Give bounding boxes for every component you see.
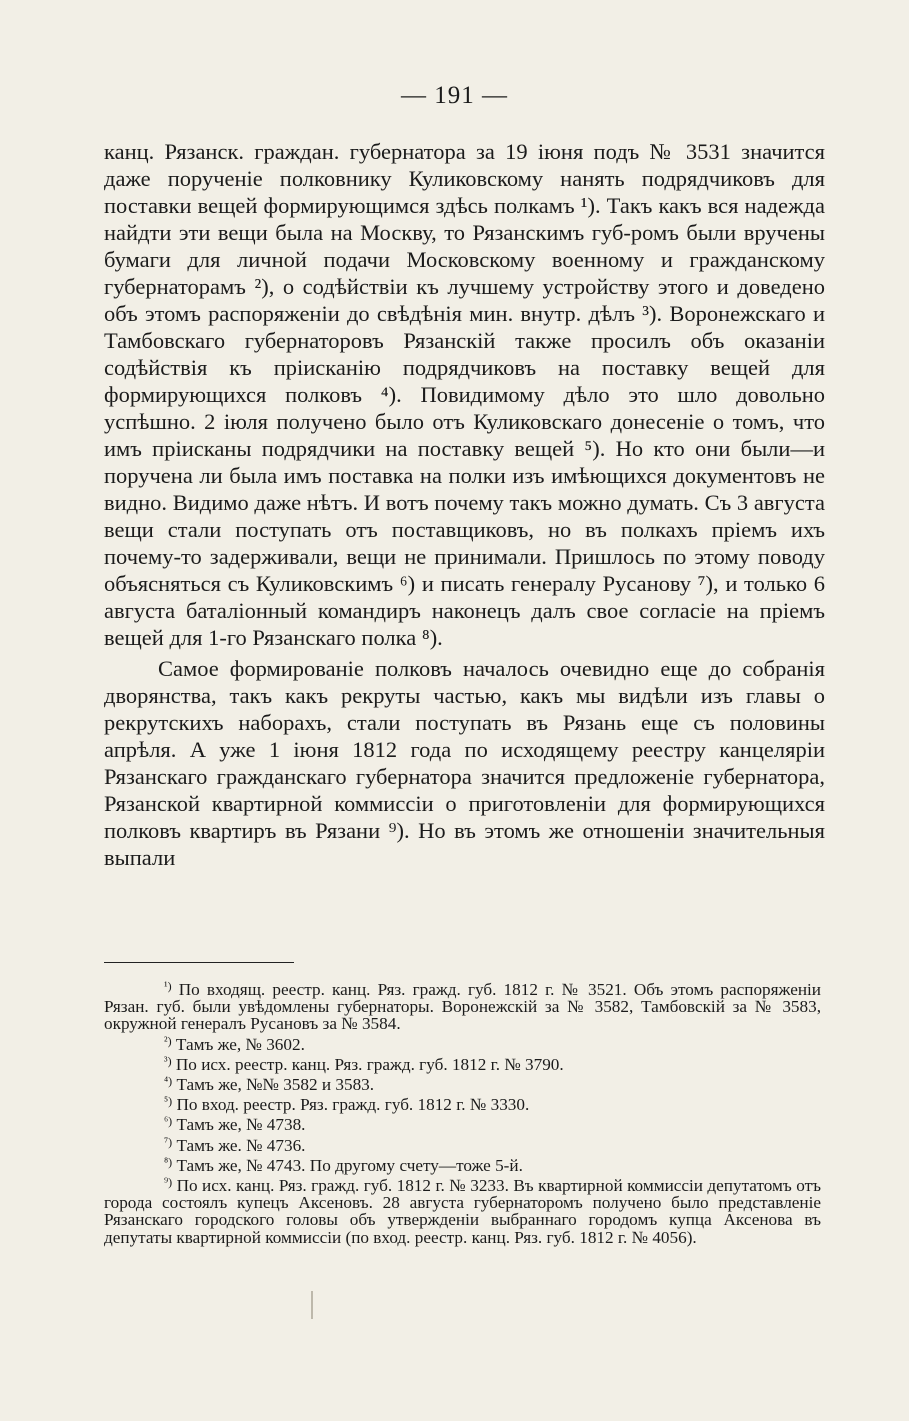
footnote-4	[104, 1073, 821, 1093]
footnote-1-text: По входящ. реестр. канц. Ряз. гражд. губ. 1812 г. № 3521. Объ этомъ распоряженіи Рязан. губ. были увѣдомлены губернаторы. Воронежскій за № 3582, Тамбовскій за № 3583, окружной генералъ Русановъ за № 3584.	[104, 980, 822, 1034]
paragraph-1: канц. Рязанск. граждан. губернатора за 19 іюня подъ № 3531 значится даже порученіе полковнику Куликовскому нанять подрядчиковъ для поставки вещей формирующимся здѣсь полкамъ ¹). Такъ какъ вся надежда найдти эти вещи была на Москву, то Рязанскимъ губ-ромъ были вручены бумаги для личной подачи Московскому военному и гражданскому губернаторамъ ²), о содѣйствіи къ лучшему устройству этого и доведено объ этомъ распоряженіи до свѣдѣнія мин. внутр. дѣлъ ³). Воронежскаго и Тамбовскаго губернаторовъ Рязанскій также просилъ объ оказаніи содѣйствія къ пріисканію подрядчиковъ на поставку вещей для формирующихся полковъ ⁴). Повидимому дѣло это шло довольно успѣшно. 2 іюля получено было отъ Куликовскаго донесеніе о томъ, что имъ пріисканы подрядчики на поставку вещей ⁵). Но кто они были—и поручена ли была имъ поставка на полки изъ имѣющихся документовъ не видно. Видимо даже нѣтъ. И вотъ почему такъ можно думать. Съ 3 августа вещи стали поступать отъ поставщиковъ, но въ полкахъ пріемъ ихъ почему-то задерживали, вещи не принимали. Пришлось по этому поводу объясняться съ Куликовскимъ ⁶) и писать генералу Русанову ⁷), и только 6 августа баталіонный командиръ наконецъ далъ свое согласіе на пріемъ вещей для 1-го Рязанскаго полка ⁸).	[104, 139, 825, 650]
footnote-1-mark: ¹)	[164, 979, 172, 993]
footnote-6-text: Тамъ же, № 4738.	[176, 1115, 306, 1135]
main-text	[104, 138, 825, 871]
footnote-5-text: По вход. реестр. Ряз. гражд. губ. 1812 г. № 3330.	[176, 1095, 530, 1115]
footnote-7-text: Тамъ же. № 4736.	[176, 1135, 306, 1155]
footnote-3-text: По исх. реестр. канц. Ряз. гражд. губ. 1812 г. № 3790.	[175, 1054, 564, 1074]
footnote-6	[104, 1113, 821, 1133]
footnote-5	[104, 1093, 821, 1113]
footnote-8-mark: ⁸)	[164, 1154, 173, 1169]
footnote-9	[104, 1174, 821, 1246]
paragraph-2: Самое формированіе полковъ началось очевидно еще до собранія дворянства, такъ какъ рекруты частью, какъ мы видѣли изъ главы о рекрутскихъ наборахъ, стали поступать въ Рязань еще съ половины апрѣля. А уже 1 іюня 1812 года по исходящему реестру канцеляріи Рязанскаго гражданскаго губернатора значится предложеніе губернатора, Рязанской квартирной коммиссіи о приготовленіи для формирующихся полковъ квартиръ въ Рязани ⁹). Но въ этомъ же отношеніи значительныя выпали	[104, 656, 825, 870]
footnote-2	[104, 1033, 821, 1053]
footnote-9-text: По исх. канц. Ряз. гражд. губ. 1812 г. № 3233. Въ квартирной коммиссіи депутатомъ отъ города состоялъ купецъ Аксеновъ. 28 августа губернаторомъ получено было представленіе Рязанскаго городского головы объ утвержденіи выбраннаго городомъ купца Аксенова въ депутаты квартирной коммиссіи (по вход. реестр. канц. Ряз. губ. 1812 г. № 4056).	[104, 1176, 821, 1247]
footnote-5-mark: ⁵)	[164, 1094, 173, 1109]
footnotes	[104, 978, 821, 1246]
footnote-9-mark: ⁹)	[164, 1175, 173, 1190]
footnote-separator	[104, 962, 294, 963]
footnote-2-mark: ²)	[164, 1033, 172, 1048]
footnote-3	[104, 1053, 821, 1073]
footnote-3-mark: ³)	[164, 1053, 172, 1068]
print-speck	[311, 1291, 313, 1319]
footnote-4-mark: ⁴)	[164, 1074, 173, 1089]
page-number: — 191 —	[401, 82, 508, 109]
footnote-8	[104, 1154, 821, 1174]
footnote-2-text: Тамъ же, № 3602.	[175, 1034, 305, 1054]
footnote-7-mark: ⁷)	[164, 1134, 173, 1149]
footnote-8-text: Тамъ же, № 4743. По другому счету—тоже 5-й.	[176, 1155, 523, 1175]
footnote-6-mark: ⁶)	[164, 1114, 173, 1129]
footnote-7	[104, 1134, 821, 1154]
footnote-4-text: Тамъ же, №№ 3582 и 3583.	[176, 1075, 375, 1095]
footnote-1	[104, 978, 821, 1033]
